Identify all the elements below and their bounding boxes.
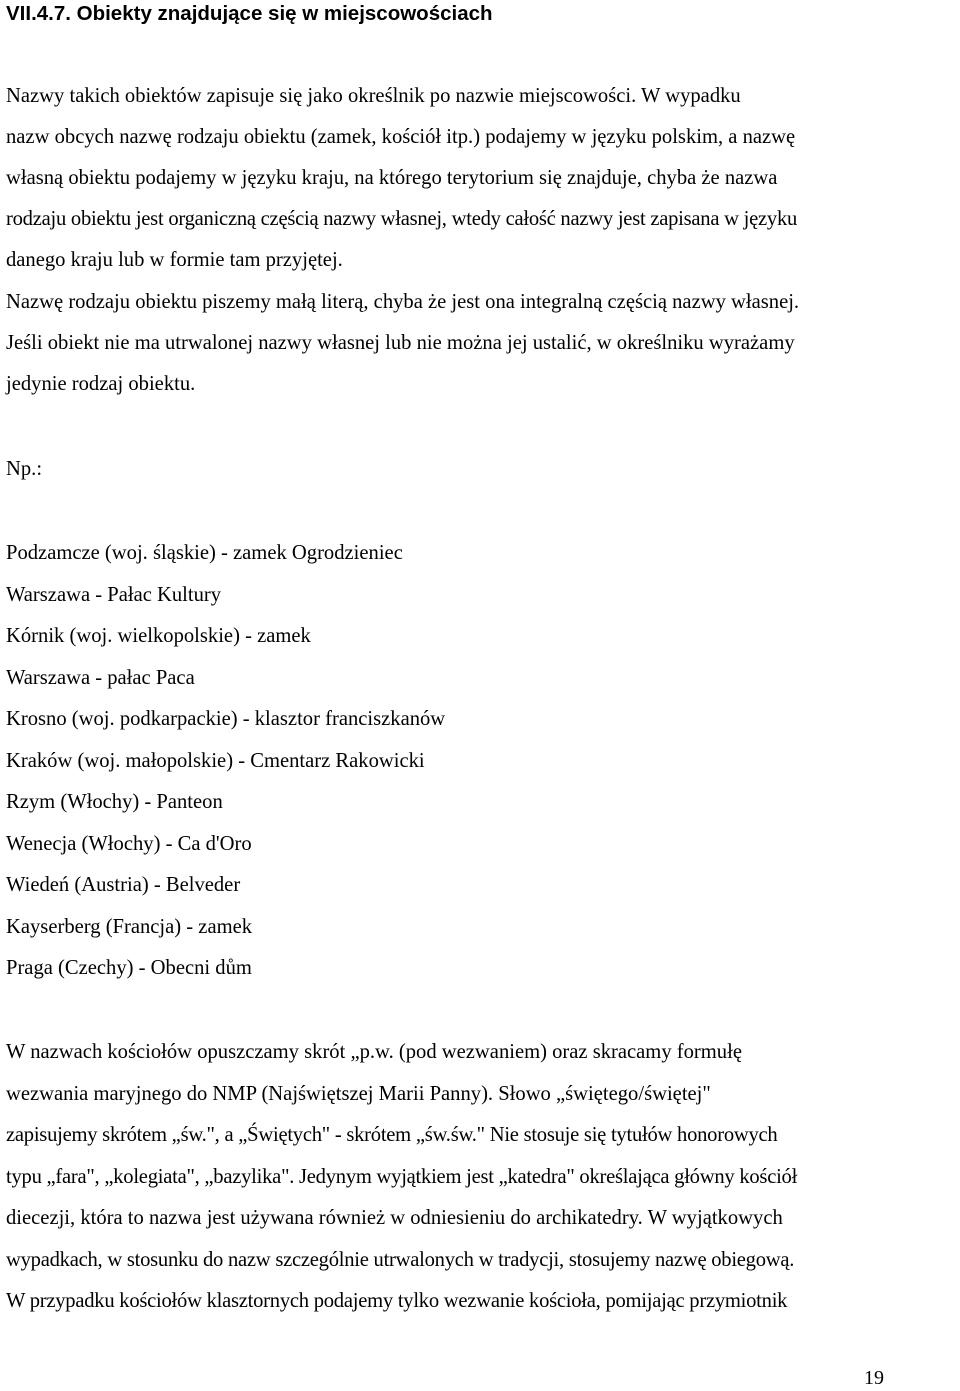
text-line: W przypadku kościołów klasztornych podajemy tylko wezwanie kościoła, pomijając przymiotnik	[6, 1290, 788, 1312]
text-line: wypadkach, w stosunku do nazw szczególnie utrwalonych w tradycji, stosujemy nazwę obiegową.	[6, 1249, 795, 1271]
text-line: Nazwę rodzaju obiektu piszemy małą literą, chyba że jest ona integralną częścią nazwy własnej.	[6, 291, 800, 313]
page-number: 19	[864, 1367, 884, 1389]
text-line: zapisujemy skrótem „św.", a „Świętych" - skrótem „św.św." Nie stosuje się tytułów honorowych	[6, 1124, 778, 1146]
list-item: Praga (Czechy) - Obecni dům	[6, 957, 252, 979]
list-item: Podzamcze (woj. śląskie) - zamek Ogrodzieniec	[6, 542, 403, 564]
section-heading: VII.4.7. Obiekty znajdujące się w miejscowościach	[6, 2, 493, 25]
text-line: jedynie rodzaj obiektu.	[6, 373, 196, 395]
text-line: nazw obcych nazwę rodzaju obiektu (zamek, kościół itp.) podajemy w języku polskim, a nazwę	[6, 126, 796, 148]
list-item: Kayserberg (Francja) - zamek	[6, 916, 253, 938]
list-item: Kraków (woj. małopolskie) - Cmentarz Rakowicki	[6, 750, 425, 772]
text-line: własną obiektu podajemy w języku kraju, na którego terytorium się znajduje, chyba że nazwa	[6, 167, 778, 189]
text-line: danego kraju lub w formie tam przyjętej.	[6, 249, 343, 271]
list-item: Warszawa - pałac Paca	[6, 667, 195, 689]
text-line: rodzaju obiektu jest organiczną częścią nazwy własnej, wtedy całość nazwy jest zapisana w języku	[6, 208, 798, 230]
examples-label: Np.:	[6, 458, 43, 480]
list-item: Warszawa - Pałac Kultury	[6, 584, 222, 606]
list-item: Krosno (woj. podkarpackie) - klasztor franciszkanów	[6, 708, 446, 730]
text-line: typu „fara", „kolegiata", „bazylika". Jedynym wyjątkiem jest „katedra" określająca główny kościół	[6, 1166, 798, 1188]
list-item: Wenecja (Włochy) - Ca d'Oro	[6, 833, 252, 855]
text-line: wezwania maryjnego do NMP (Najświętszej Marii Panny). Słowo „świętego/świętej"	[6, 1083, 711, 1105]
list-item: Wiedeń (Austria) - Belveder	[6, 874, 241, 896]
list-item: Rzym (Włochy) - Panteon	[6, 791, 223, 813]
list-item: Kórnik (woj. wielkopolskie) - zamek	[6, 625, 311, 647]
text-line: Jeśli obiekt nie ma utrwalonej nazwy własnej lub nie można jej ustalić, w określniku wyrażamy	[6, 332, 795, 354]
text-line: Nazwy takich obiektów zapisuje się jako określnik po nazwie miejscowości. W wypadku	[6, 85, 741, 107]
text-line: diecezji, która to nazwa jest używana również w odniesieniu do archikatedry. W wyjątkowych	[6, 1207, 783, 1229]
text-line: W nazwach kościołów opuszczamy skrót „p.w. (pod wezwaniem) oraz skracamy formułę	[6, 1041, 742, 1063]
